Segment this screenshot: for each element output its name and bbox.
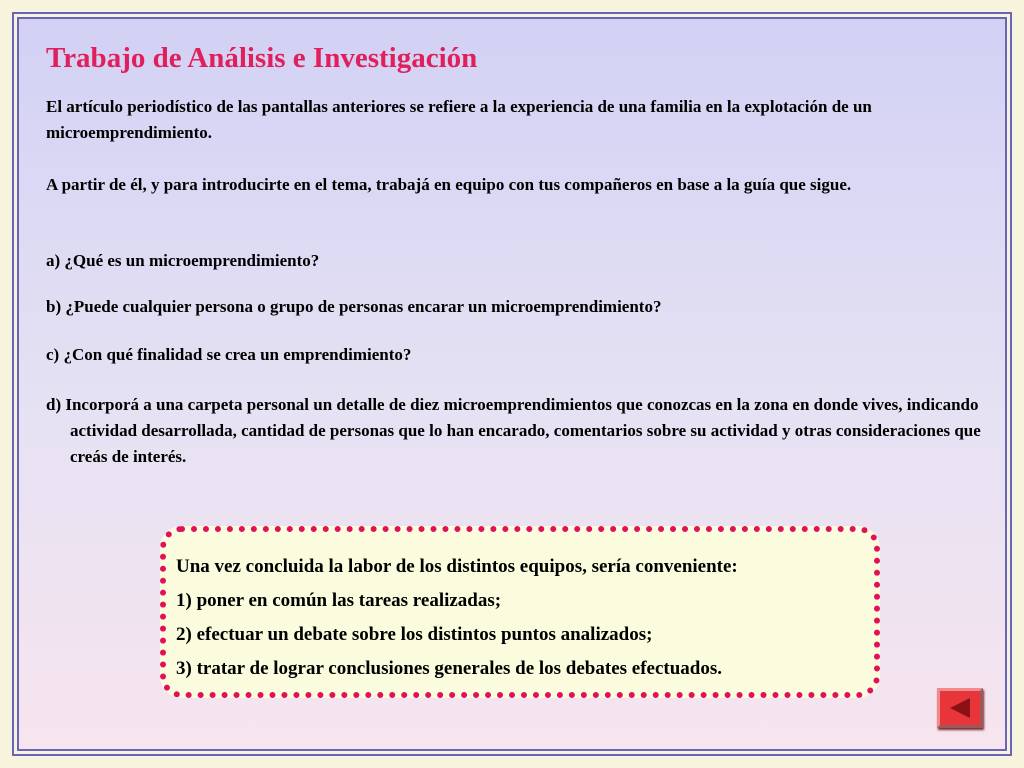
note-item-2: 2) efectuar un debate sobre los distintos puntos analizados;: [176, 624, 653, 645]
page-title: Trabajo de Análisis e Investigación: [46, 42, 478, 74]
note-item-3: 3) tratar de lograr conclusiones generales de los debates efectuados.: [176, 658, 722, 679]
question-b: b) ¿Puede cualquier persona o grupo de personas encarar un microemprendimiento?: [46, 297, 662, 316]
note-item-1: 1) poner en común las tareas realizadas;: [176, 590, 502, 611]
intro-paragraph: El artículo periodístico de las pantallas anteriores se refiere a la experiencia de una familia en la explotación de un microemprendimiento.: [46, 97, 872, 142]
triangle-left-icon: [947, 696, 973, 720]
conclusion-note-box: [160, 526, 880, 698]
question-c: c) ¿Con qué finalidad se crea un emprendimiento?: [46, 345, 412, 364]
back-button[interactable]: [937, 688, 983, 728]
question-a: a) ¿Qué es un microemprendimiento?: [46, 251, 320, 270]
instruction-paragraph: A partir de él, y para introducirte en el tema, trabajá en equipo con tus compañeros en base a la guía que sigue.: [46, 175, 852, 194]
note-lead: Una vez concluida la labor de los distintos equipos, sería conveniente:: [176, 556, 738, 577]
question-d: d) Incorporá a una carpeta personal un detalle de diez microemprendimientos que conozcas en la zona en donde vives, indicando actividad desarrollada, cantidad de personas que lo han encarado, comentarios sobre su actividad y otras consideraciones que creás de interés.: [46, 395, 981, 466]
